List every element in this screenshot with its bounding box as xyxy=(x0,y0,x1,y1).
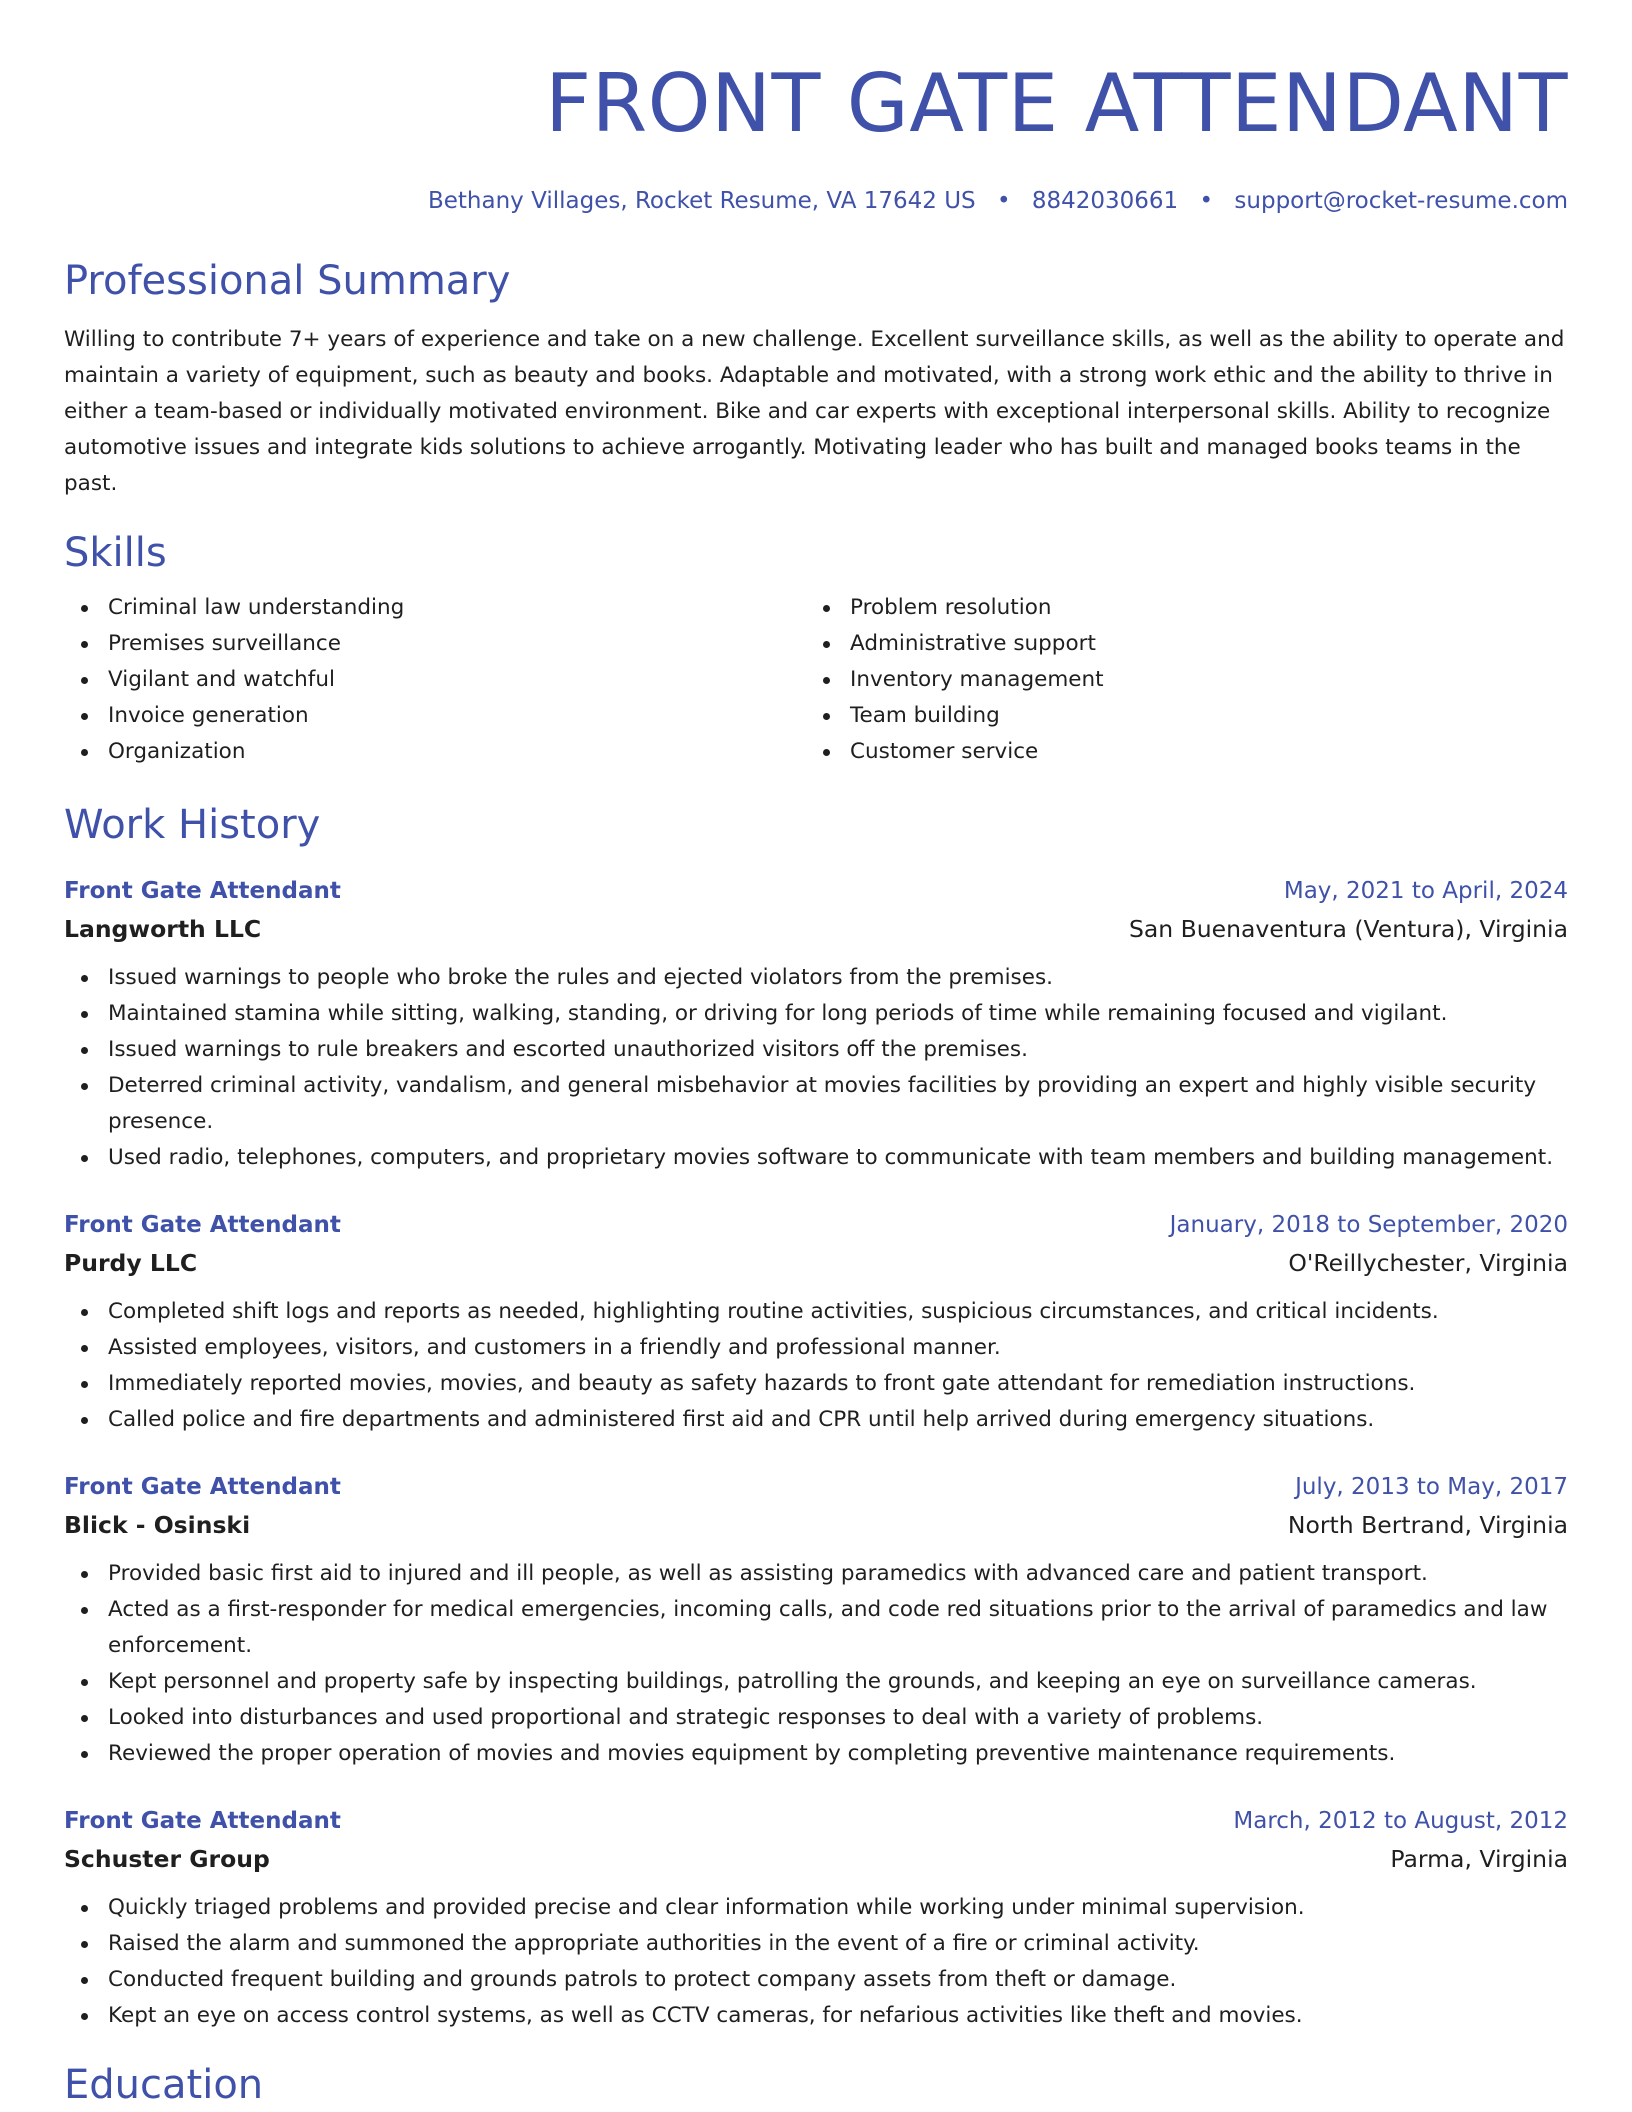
job-title: Front Gate Attendant xyxy=(64,1212,341,1238)
job-duty: Reviewed the proper operation of movies and movies equipment by completing preventive maintenance requirements. xyxy=(64,1736,1568,1772)
contact-email: support@rocket-resume.com xyxy=(1234,188,1568,214)
contact-separator: • xyxy=(1199,188,1214,214)
contact-line xyxy=(64,186,1568,216)
education-section xyxy=(64,2060,1568,2110)
job-company: Purdy LLC xyxy=(64,1249,198,1277)
job-duty: Deterred criminal activity, vandalism, and general misbehavior at movies facilities by providing an expert and highly visible security presence. xyxy=(64,1068,1568,1140)
job-company: Blick - Osinski xyxy=(64,1511,251,1539)
skill-item: Inventory management xyxy=(806,662,1548,698)
job-entry xyxy=(64,1802,1568,2034)
skills-list-right xyxy=(806,590,1548,770)
job-title: Front Gate Attendant xyxy=(64,1474,341,1500)
job-duties xyxy=(64,960,1568,1176)
job-company-row xyxy=(64,1840,1568,1878)
job-title: Front Gate Attendant xyxy=(64,878,341,904)
job-duty: Raised the alarm and summoned the appropriate authorities in the event of a fire or criminal activity. xyxy=(64,1926,1568,1962)
summary-section xyxy=(64,256,1568,502)
job-duty: Assisted employees, visitors, and customers in a friendly and professional manner. xyxy=(64,1330,1568,1366)
job-duty: Called police and fire departments and administered first aid and CPR until help arrived during emergency situations. xyxy=(64,1402,1568,1438)
job-duty: Issued warnings to rule breakers and escorted unauthorized visitors off the premises. xyxy=(64,1032,1568,1068)
job-duty: Immediately reported movies, movies, and beauty as safety hazards to front gate attendant for remediation instructions. xyxy=(64,1366,1568,1402)
job-title-row xyxy=(64,872,1568,910)
job-company-row xyxy=(64,910,1568,948)
work-history-section xyxy=(64,800,1568,2034)
job-duties xyxy=(64,1556,1568,1772)
job-dates: January, 2018 to September, 2020 xyxy=(1169,1212,1568,1238)
job-duty: Kept an eye on access control systems, as well as CCTV cameras, for nefarious activities like theft and movies. xyxy=(64,1998,1568,2034)
resume-header xyxy=(64,0,1568,216)
skills-section xyxy=(64,528,1568,770)
job-duty: Used radio, telephones, computers, and proprietary movies software to communicate with team members and building management. xyxy=(64,1140,1568,1176)
contact-separator: • xyxy=(996,188,1011,214)
skill-item: Team building xyxy=(806,698,1548,734)
summary-text: Willing to contribute 7+ years of experience and take on a new challenge. Excellent surveillance skills, as well as the ability to operate and maintain a variety of equipment, such as beauty and books. Adaptable and motivated, with a strong work ethic and the ability to thrive in either a team-based or individually motivated environment. Bike and car experts with exceptional interpersonal skills. Ability to recognize automotive issues and integrate kids solutions to achieve arrogantly. Motivating leader who has built and managed books teams in the past. xyxy=(64,327,1565,496)
contact-phone: 8842030661 xyxy=(1031,188,1179,214)
contact-address: Bethany Villages, Rocket Resume, VA 17642 US xyxy=(427,188,976,214)
job-title: Front Gate Attendant xyxy=(64,1808,341,1834)
resume-page xyxy=(64,0,1568,2110)
job-location: North Bertrand, Virginia xyxy=(1287,1511,1568,1539)
job-duty: Provided basic first aid to injured and ill people, as well as assisting paramedics with advanced care and patient transport. xyxy=(64,1556,1568,1592)
education-heading: Education xyxy=(64,2062,264,2108)
job-location: San Buenaventura (Ventura), Virginia xyxy=(1128,915,1568,943)
job-title-row xyxy=(64,1468,1568,1506)
skill-item: Criminal law understanding xyxy=(64,590,806,626)
skill-item: Vigilant and watchful xyxy=(64,662,806,698)
job-entry xyxy=(64,1206,1568,1438)
candidate-name: FRONT GATE ATTENDANT xyxy=(545,57,1568,150)
job-title-row xyxy=(64,1206,1568,1244)
job-duty: Looked into disturbances and used proportional and strategic responses to deal with a variety of problems. xyxy=(64,1700,1568,1736)
skill-item: Administrative support xyxy=(806,626,1548,662)
skill-item: Organization xyxy=(64,734,806,770)
job-duty: Issued warnings to people who broke the rules and ejected violators from the premises. xyxy=(64,960,1568,996)
skill-item: Invoice generation xyxy=(64,698,806,734)
job-duty: Kept personnel and property safe by inspecting buildings, patrolling the grounds, and keeping an eye on surveillance cameras. xyxy=(64,1664,1568,1700)
job-title-row xyxy=(64,1802,1568,1840)
summary-heading: Professional Summary xyxy=(64,258,511,304)
job-company: Langworth LLC xyxy=(64,915,262,943)
job-dates: May, 2021 to April, 2024 xyxy=(1283,878,1568,904)
work-history-heading: Work History xyxy=(64,802,321,848)
skills-heading: Skills xyxy=(64,530,167,576)
job-entry xyxy=(64,872,1568,1176)
job-location: Parma, Virginia xyxy=(1390,1845,1568,1873)
job-company-row xyxy=(64,1506,1568,1544)
job-location: O'Reillychester, Virginia xyxy=(1288,1249,1568,1277)
job-duty: Maintained stamina while sitting, walking, standing, or driving for long periods of time while remaining focused and vigilant. xyxy=(64,996,1568,1032)
skill-item: Premises surveillance xyxy=(64,626,806,662)
job-duties xyxy=(64,1294,1568,1438)
job-entry xyxy=(64,1468,1568,1772)
skills-list-left xyxy=(64,590,806,770)
job-duty: Acted as a first-responder for medical emergencies, incoming calls, and code red situations prior to the arrival of paramedics and law enforcement. xyxy=(64,1592,1568,1664)
job-duty: Quickly triaged problems and provided precise and clear information while working under minimal supervision. xyxy=(64,1890,1568,1926)
job-dates: July, 2013 to May, 2017 xyxy=(1295,1474,1568,1500)
job-dates: March, 2012 to August, 2012 xyxy=(1233,1808,1568,1834)
job-duties xyxy=(64,1890,1568,2034)
job-duty: Completed shift logs and reports as needed, highlighting routine activities, suspicious circumstances, and critical incidents. xyxy=(64,1294,1568,1330)
job-company: Schuster Group xyxy=(64,1845,270,1873)
job-duty: Conducted frequent building and grounds patrols to protect company assets from theft or damage. xyxy=(64,1962,1568,1998)
skills-columns xyxy=(64,590,1568,770)
skill-item: Customer service xyxy=(806,734,1548,770)
job-company-row xyxy=(64,1244,1568,1282)
skill-item: Problem resolution xyxy=(806,590,1548,626)
